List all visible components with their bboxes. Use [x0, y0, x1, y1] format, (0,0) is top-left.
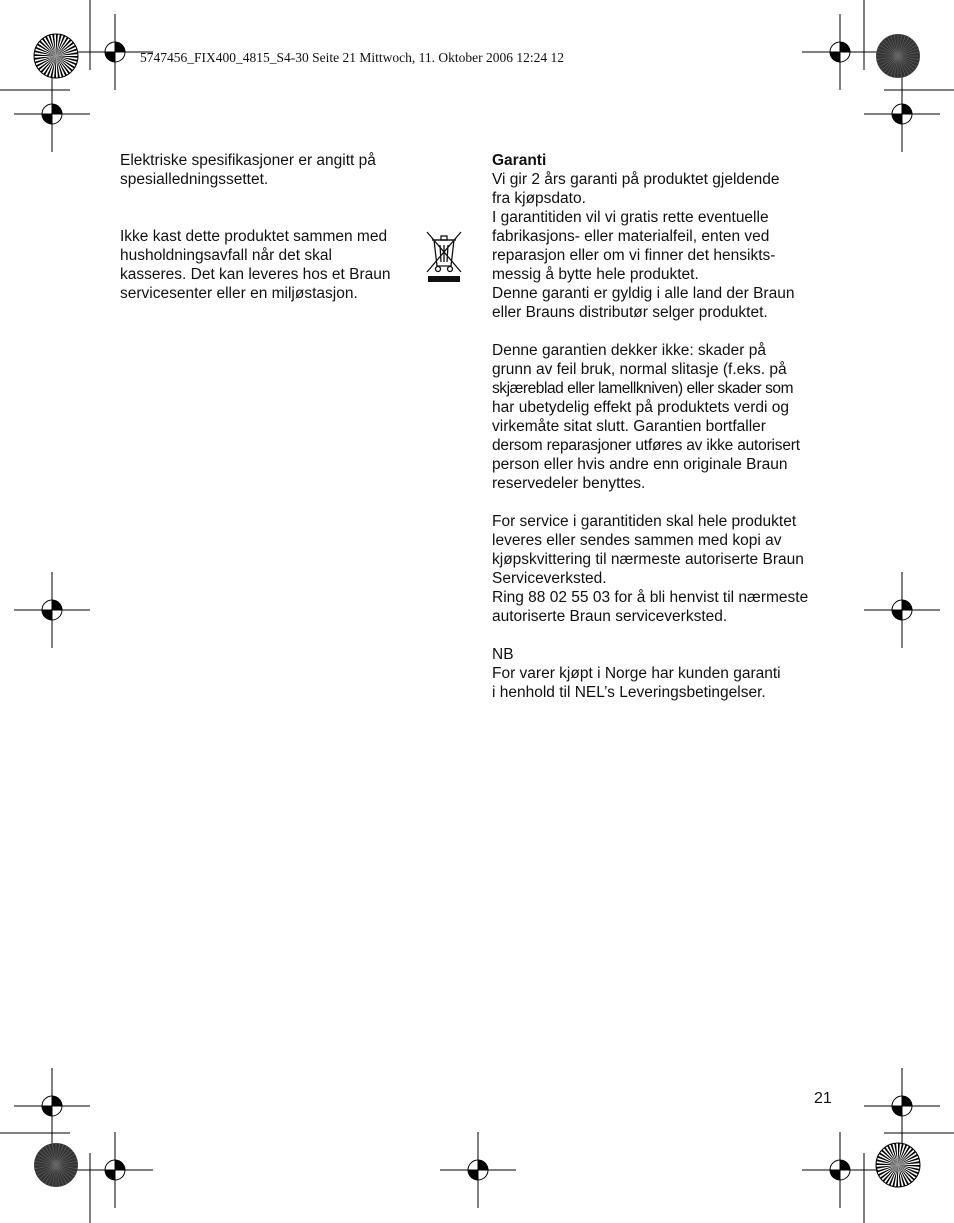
registration-mark	[14, 76, 90, 152]
registration-mark	[864, 572, 940, 648]
crossed-out-wheelie-bin-icon	[424, 228, 464, 284]
exclusions-line: dersom reparasjoner utføres av ikke autorisert	[492, 437, 800, 454]
disposal-note-line: servicesenter eller en miljøstasjon.	[120, 285, 358, 302]
print-info-line: 5747456_FIX400_4815_S4-30 Seite 21 Mittwoch, 11. Oktober 2006 12:24 12	[140, 50, 564, 65]
exclusions-line: virkemåte sitat slutt. Garantien bortfaller	[492, 418, 766, 435]
nb-line: i henhold til NEL’s Leveringsbetingelser.	[492, 684, 766, 701]
star-target-mark	[876, 34, 920, 78]
registration-mark	[802, 14, 878, 90]
warranty-line: fabrikasjons- eller materialfeil, enten ved	[492, 228, 770, 245]
exclusions-line: person eller hvis andre enn originale Braun	[492, 456, 788, 473]
service-line: leveres eller sendes sammen med kopi av	[492, 532, 782, 549]
spec-note-line: spesialledningssettet.	[120, 171, 269, 188]
paragraph-gap	[492, 322, 840, 341]
exclusions-line: Denne garantien dekker ikke: skader på	[492, 342, 766, 359]
exclusions-line: har ubetydelig effekt på produktets verdi og	[492, 399, 789, 416]
service-line: Serviceverksted.	[492, 570, 607, 587]
star-target-mark	[34, 1143, 78, 1187]
paragraph-gap	[492, 626, 840, 645]
exclusions-line: grunn av feil bruk, normal slitasje (f.eks. på	[492, 361, 787, 378]
warranty-line: Vi gir 2 års garanti på produktet gjeldende	[492, 171, 780, 188]
warranty-heading: Garanti	[492, 152, 547, 169]
registration-mark	[440, 1132, 516, 1208]
service-line: For service i garantitiden skal hele produktet	[492, 513, 797, 530]
warranty-line: I garantitiden vil vi gratis rette eventuelle	[492, 209, 769, 226]
registration-mark	[77, 1132, 153, 1208]
exclusions-line: reservedeler benyttes.	[492, 475, 646, 492]
paragraph-gap	[492, 493, 840, 512]
page-number: 21	[814, 1090, 832, 1107]
disposal-note-line: kasseres. Det kan leveres hos et Braun	[120, 266, 391, 283]
warranty-section	[492, 151, 840, 702]
service-line: kjøpskvittering til nærmeste autoriserte Braun	[492, 551, 804, 568]
nb-line: NB	[492, 646, 514, 663]
disposal-note-line: Ikke kast dette produktet sammen med	[120, 228, 388, 245]
warranty-line: messig å bytte hele produktet.	[492, 266, 699, 283]
spec-note-line: Elektriske spesifikasjoner er angitt på	[120, 152, 376, 169]
registration-mark	[802, 1132, 878, 1208]
warranty-line: Denne garanti er gyldig i alle land der Braun	[492, 285, 795, 302]
warranty-line: reparasjon eller om vi finner det hensikts-	[492, 247, 776, 264]
warranty-line: eller Brauns distributør selger produktet.	[492, 304, 768, 321]
exclusions-line: skjæreblad eller lamellkniven) eller skader som	[492, 380, 794, 397]
nb-line: For varer kjøpt i Norge har kunden garanti	[492, 665, 781, 682]
registration-mark	[14, 572, 90, 648]
registration-mark	[864, 76, 940, 152]
warranty-line: fra kjøpsdato.	[492, 190, 586, 207]
service-line: Ring 88 02 55 03 for å bli henvist til nærmeste	[492, 589, 809, 606]
star-target-mark	[34, 34, 78, 78]
disposal-note	[120, 227, 420, 303]
star-target-mark	[876, 1143, 920, 1187]
spec-note	[120, 151, 420, 189]
service-line: autoriserte Braun serviceverksted.	[492, 608, 728, 625]
disposal-note-line: husholdningsavfall når det skal	[120, 247, 332, 264]
